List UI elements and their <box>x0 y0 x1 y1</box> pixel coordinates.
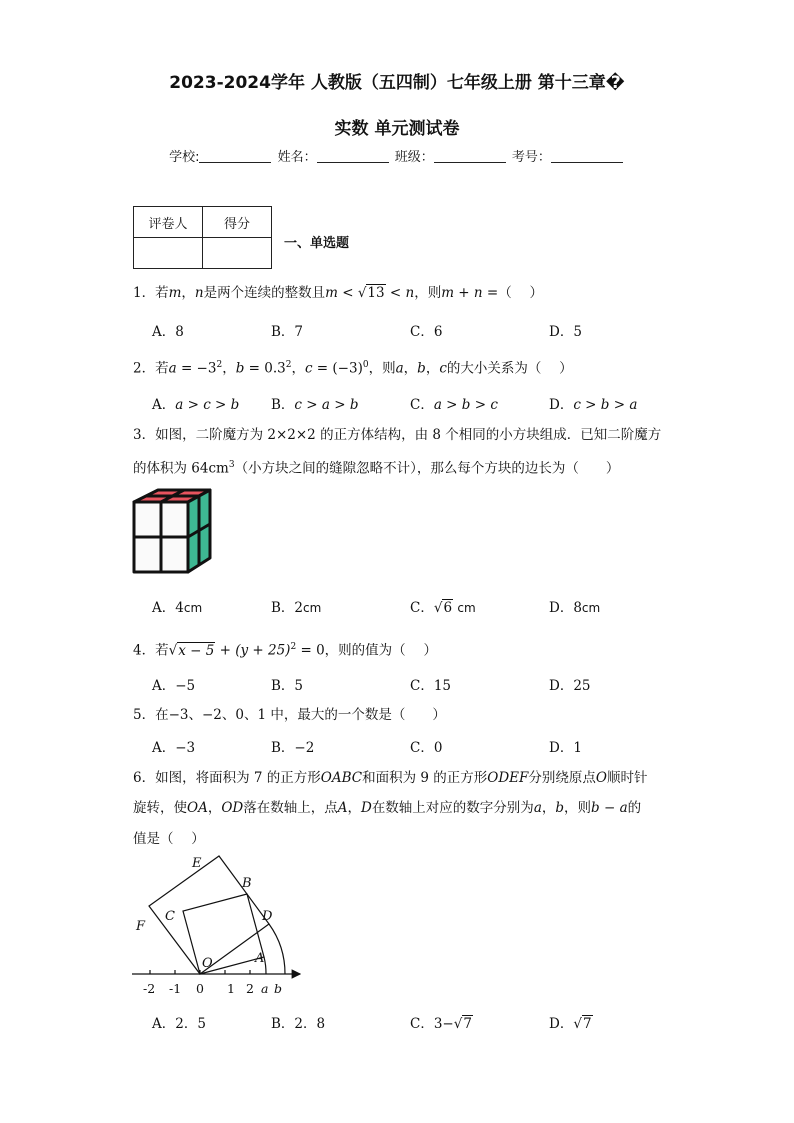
question-4: 4．若$√x - 5 + (y + 25)^2 = 0$，则的值为（ ） <box>133 642 437 659</box>
q1-text: =（ ） <box>482 285 543 301</box>
tick-label: -1 <box>169 981 182 996</box>
radicand: 7 <box>463 1016 472 1032</box>
q6-math: a <box>533 800 542 816</box>
option-letter: C． <box>410 600 434 616</box>
q6-text: 分别绕原点 <box>528 770 596 786</box>
q6-text: 旋转，使 <box>133 800 187 816</box>
unit: cm <box>457 601 476 615</box>
q6-text: 顺时针 <box>606 770 648 786</box>
section-heading: 一、单选题 <box>284 236 350 251</box>
question-6-line-3: 值是（ ） <box>133 831 205 847</box>
radicand: 7 <box>582 1016 592 1032</box>
q6-text: ， <box>541 800 556 816</box>
q3-option-c[interactable]: C．√6 cm <box>410 600 476 616</box>
rubiks-cube-figure <box>130 488 216 576</box>
q2-text: 若 <box>155 360 169 377</box>
tick-label: -2 <box>143 981 156 996</box>
question-6 <box>133 768 647 788</box>
score-table <box>133 206 272 269</box>
q2-text: ，则 <box>368 360 396 377</box>
q4-radicand: x − 5 <box>178 642 215 659</box>
question-1: 1．若m，n是两个连续的整数且m < √13 < n，则m + n =（ ） <box>133 285 543 301</box>
q4-exponent: 2 <box>290 642 297 652</box>
q1-text: ， <box>181 285 195 301</box>
q2-option-d[interactable] <box>549 393 637 413</box>
q4-text: 若 <box>155 642 169 659</box>
score-cell[interactable] <box>203 238 272 269</box>
q1-text: ，则 <box>414 285 442 301</box>
q5-option-a[interactable]: A．−3 <box>152 740 196 756</box>
question-number: 5． <box>133 707 156 723</box>
var-c: c <box>304 360 313 377</box>
option-letter: D． <box>549 397 574 413</box>
square-oabc <box>183 894 264 974</box>
class-blank[interactable] <box>434 149 506 163</box>
label-a: A <box>255 951 265 966</box>
q2-exponent: 2 <box>285 360 292 370</box>
q6-text: 落在数轴上，点 <box>243 800 338 816</box>
q6-text: ， <box>347 800 361 816</box>
q2-exponent: 0 <box>362 360 369 370</box>
question-3 <box>133 425 661 445</box>
option-text: A．4 <box>152 600 184 616</box>
q6-text: 的 <box>627 800 642 816</box>
unit: cm <box>183 601 203 615</box>
school-label: 学校: <box>169 150 200 165</box>
q5-option-d[interactable]: D．1 <box>549 740 582 756</box>
var-a: a <box>395 360 404 377</box>
q6-option-b[interactable]: B．2．8 <box>271 1016 326 1032</box>
exam-number-label: 考号： <box>511 150 551 165</box>
arc-d <box>269 924 285 974</box>
question-number: 1． <box>133 285 156 301</box>
question-6-line-2 <box>133 798 641 818</box>
q1-option-c[interactable]: C．6 <box>410 324 443 340</box>
name-blank[interactable] <box>317 149 389 163</box>
q1-text: 是两个连续的整数且 <box>203 285 326 301</box>
q5-option-c[interactable]: C．0 <box>410 740 443 756</box>
q1-radicand: 13 <box>367 285 385 301</box>
unit: cm <box>581 601 601 615</box>
question-2 <box>133 355 573 379</box>
q4-option-d[interactable]: D．25 <box>549 678 591 694</box>
q2-math: = −3 <box>176 360 217 377</box>
class-label: 班级： <box>394 150 434 165</box>
q6-math: b <box>555 800 565 816</box>
tick-label: a <box>261 981 269 996</box>
q1-option-d[interactable]: D．5 <box>549 324 582 340</box>
score-header: 得分 <box>203 207 272 238</box>
q5-option-b[interactable]: B．−2 <box>271 740 315 756</box>
option-text: c > a > b <box>294 397 359 413</box>
tick-label: 2 <box>246 981 254 996</box>
question-5 <box>133 705 446 725</box>
option-text: c > b > a <box>573 397 638 413</box>
reviewer-cell[interactable] <box>134 238 203 269</box>
q6-text: ， <box>207 800 222 816</box>
q4-option-b[interactable]: B．5 <box>271 678 304 694</box>
student-info-line <box>0 146 794 165</box>
title-line-2: 实数 单元测试卷 <box>334 119 460 139</box>
question-number: 6． <box>133 770 156 786</box>
var-b: b <box>417 360 426 377</box>
q6-option-d[interactable]: D．√7 <box>549 1016 592 1032</box>
q6-math: OD <box>221 800 244 816</box>
label-c: C <box>165 909 175 924</box>
q1-option-a[interactable]: A．8 <box>152 324 184 340</box>
q3-option-a[interactable] <box>152 596 202 616</box>
tick-label: 0 <box>196 981 204 996</box>
q1-math: m + n <box>441 285 483 301</box>
q4-option-a[interactable]: A．−5 <box>152 678 196 694</box>
unit: cm <box>303 601 322 615</box>
q1-text: 若 <box>155 285 169 301</box>
q6-math: D <box>360 800 372 816</box>
label-o: O <box>202 956 213 971</box>
q1-math: < n <box>385 285 415 301</box>
q6-text: 和面积为 9 的正方形 <box>362 770 488 786</box>
label-e: E <box>192 856 202 871</box>
var-m: m <box>168 285 182 301</box>
q2-text: ， <box>291 360 305 377</box>
var-n: n <box>194 285 204 301</box>
name-label: 姓名： <box>277 150 317 165</box>
q6-math: A <box>337 800 348 816</box>
q6-text: 如图，将面积为 7 的正方形 <box>155 770 321 786</box>
q2-text: ， <box>222 360 236 377</box>
option-letter: C． <box>410 397 434 413</box>
label-b: B <box>242 876 252 891</box>
option-letter: B． <box>271 397 295 413</box>
var-b: b <box>235 360 245 377</box>
q6-text: 在数轴上对应的数字分别为 <box>371 800 534 816</box>
var-a: a <box>168 360 177 377</box>
q6-math: ODEF <box>487 770 529 786</box>
q2-text: ， <box>403 360 418 377</box>
q2-math: = 0.3 <box>244 360 286 377</box>
question-number: 3． <box>133 427 156 443</box>
option-text: a > b > c <box>433 397 498 413</box>
tick-label: b <box>274 981 283 996</box>
q6-math: b − a <box>591 800 628 816</box>
q3-option-d[interactable] <box>549 596 600 616</box>
option-letter: A． <box>152 397 176 413</box>
question-3-line-2 <box>133 455 619 479</box>
q1-option-b[interactable]: B．7 <box>271 324 304 340</box>
q3-exponent: 3 <box>228 460 235 470</box>
q2-math: = (−3) <box>312 360 363 377</box>
q2-option-b[interactable] <box>271 393 358 413</box>
reviewer-header: 评卷人 <box>134 207 203 238</box>
q1-math: m < <box>325 285 358 301</box>
q2-option-a[interactable] <box>152 393 239 413</box>
q2-text: ， <box>425 360 440 377</box>
tick-label: 1 <box>227 981 235 996</box>
option-text: a > c > b <box>175 397 240 413</box>
exam-number-blank[interactable] <box>551 149 623 163</box>
q2-exponent: 2 <box>216 360 223 370</box>
rotated-squares-figure <box>128 854 308 1002</box>
q6-text: ，则 <box>564 800 592 816</box>
q6-option-c[interactable]: C．3−√7 <box>410 1016 472 1032</box>
option-text: D．8 <box>549 600 582 616</box>
q3-text: （小方块之间的缝隙忽略不计），那么每个方块的边长为（ ） <box>234 460 620 477</box>
q4-text: = 0，则的值为（ ） <box>296 642 437 659</box>
label-d: D <box>262 909 273 924</box>
question-number: 4． <box>133 642 156 659</box>
option-text: B．2 <box>271 600 304 616</box>
option-text: C．3− <box>410 1016 454 1032</box>
title-line-1: 2023-2024学年 人教版（五四制）七年级上册 第十三章� <box>169 73 625 93</box>
q3-text: 如图，二阶魔方为 2×2×2 的正方体结构，由 8 个相同的小方块组成．已知二阶魔方 <box>155 427 662 443</box>
school-blank[interactable] <box>199 149 271 163</box>
label-f: F <box>136 919 146 934</box>
var-c: c <box>439 360 447 377</box>
q2-option-c[interactable] <box>410 393 498 413</box>
q6-option-a[interactable]: A．2．5 <box>152 1016 206 1032</box>
q6-math: OABC <box>320 770 363 786</box>
q4-option-c[interactable]: C．15 <box>410 678 452 694</box>
option-letter: D． <box>549 1016 574 1032</box>
q6-math: O <box>595 770 607 786</box>
radicand: 6 <box>443 600 453 616</box>
q2-text: 的大小关系为（ ） <box>446 360 573 377</box>
q6-math: OA <box>187 800 208 816</box>
question-number: 2． <box>133 360 156 377</box>
q3-text: 的体积为 64cm <box>133 460 229 477</box>
q4-math: + (y + 25) <box>215 642 291 659</box>
q3-option-b[interactable] <box>271 596 321 616</box>
q5-text: 在−3、−2、0、1 中，最大的一个数是（ ） <box>155 707 446 723</box>
